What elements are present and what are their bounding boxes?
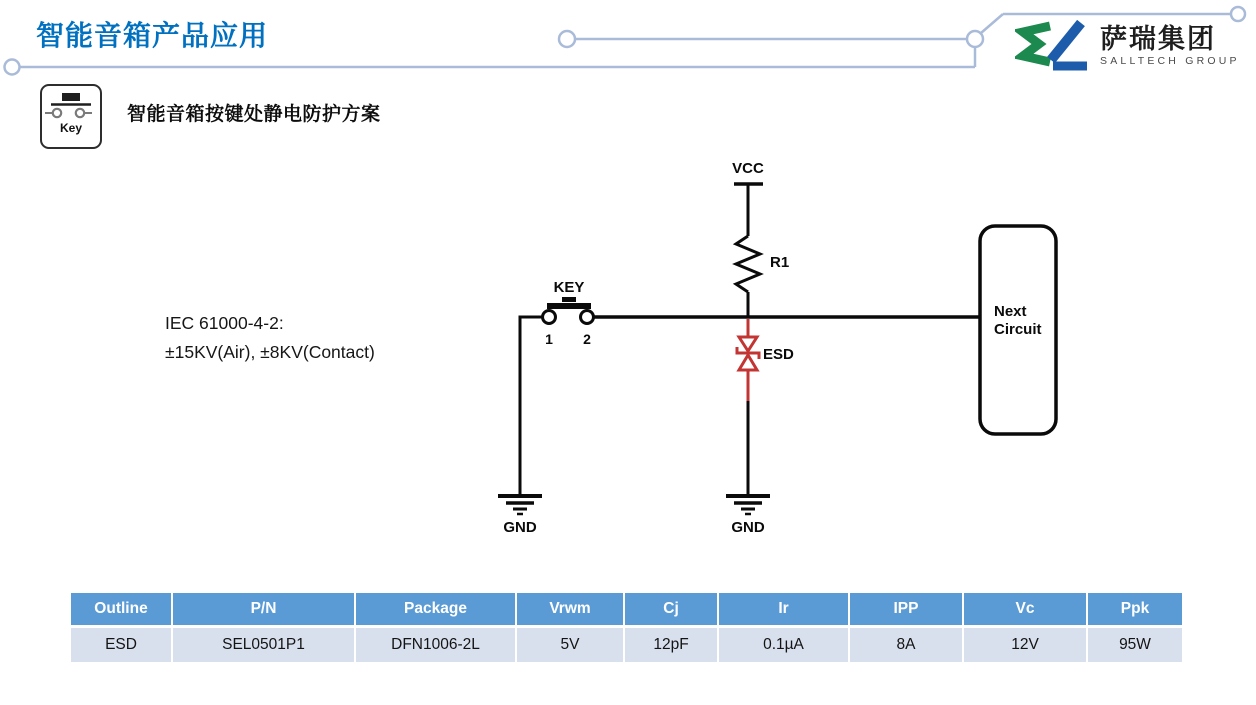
gnd-right-label: GND [731, 519, 765, 536]
contact-circle-left [53, 109, 61, 117]
salltech-logo [1015, 20, 1240, 72]
table-cell: 12pF [625, 628, 717, 662]
deco-circle-left [5, 60, 20, 75]
esd-diode-bottom-triangle [739, 355, 757, 370]
pin2-label: 2 [583, 331, 591, 347]
spec-table [69, 590, 1184, 665]
key-switch-label: KEY [553, 279, 585, 296]
vcc-label: VCC [732, 160, 764, 177]
table-cell: ESD [71, 628, 171, 662]
resistor-symbol [736, 236, 760, 292]
logo-company-name: 萨瑞集团 [1100, 23, 1216, 54]
logo-company-name-en: SALLTECH GROUP [1100, 54, 1240, 67]
table-header-cell: IPP [850, 593, 962, 625]
table-row [71, 628, 1182, 662]
switch-contact-1 [543, 311, 556, 324]
table-header-cell: Ppk [1088, 593, 1182, 625]
deco-line-diagonal [981, 14, 1003, 33]
table-header-row [71, 593, 1182, 625]
table-header-cell: P/N [173, 593, 354, 625]
esd-protection-schematic [0, 150, 1256, 550]
table-cell: 95W [1088, 628, 1182, 662]
deco-circle-mid [559, 31, 575, 47]
table-header-cell: Vrwm [517, 593, 623, 625]
next-circuit-label-1: Next [994, 303, 1027, 320]
logo-blue-slash [1051, 23, 1081, 60]
table-header-cell: Ir [719, 593, 848, 625]
iec-line2: ±15KV(Air), ±8KV(Contact) [165, 342, 375, 362]
table-cell: 5V [517, 628, 623, 662]
table-cell: 8A [850, 628, 962, 662]
switch-actuator-bump [562, 297, 576, 302]
spec-table-container [69, 590, 1184, 665]
key-icon-box [40, 84, 102, 149]
section-heading: 智能音箱按键处静电防护方案 [127, 104, 381, 125]
table-cell: 0.1µA [719, 628, 848, 662]
page-title: 智能音箱产品应用 [36, 20, 269, 51]
table-header-cell: Cj [625, 593, 717, 625]
button-cap [62, 93, 80, 101]
switch-contact-2 [581, 311, 594, 324]
next-circuit-label-2: Circuit [994, 321, 1042, 338]
esd-diode-top-triangle [739, 337, 757, 351]
key-icon-label: Key [59, 121, 82, 135]
gnd-left-label: GND [503, 519, 537, 536]
ground-symbol-left [498, 496, 542, 514]
esd-label: ESD [763, 346, 794, 363]
switch-actuator-bar [547, 303, 591, 309]
table-header-cell: Package [356, 593, 515, 625]
wire-switch-to-gnd [520, 317, 542, 496]
deco-circle-right [1231, 7, 1245, 21]
table-header-cell: Vc [964, 593, 1086, 625]
table-cell: DFN1006-2L [356, 628, 515, 662]
contact-circle-right [76, 109, 84, 117]
table-header-cell: Outline [71, 593, 171, 625]
push-button-icon [44, 92, 98, 120]
salltech-logo-mark [1015, 20, 1091, 72]
iec-line1: IEC 61000-4-2: [165, 313, 284, 333]
table-cell: 12V [964, 628, 1086, 662]
pin1-label: 1 [545, 331, 553, 347]
logo-green-shape [1023, 26, 1050, 62]
deco-circle-corner [967, 31, 983, 47]
ground-symbol-right [726, 496, 770, 514]
resistor-label: R1 [770, 254, 790, 271]
table-cell: SEL0501P1 [173, 628, 354, 662]
